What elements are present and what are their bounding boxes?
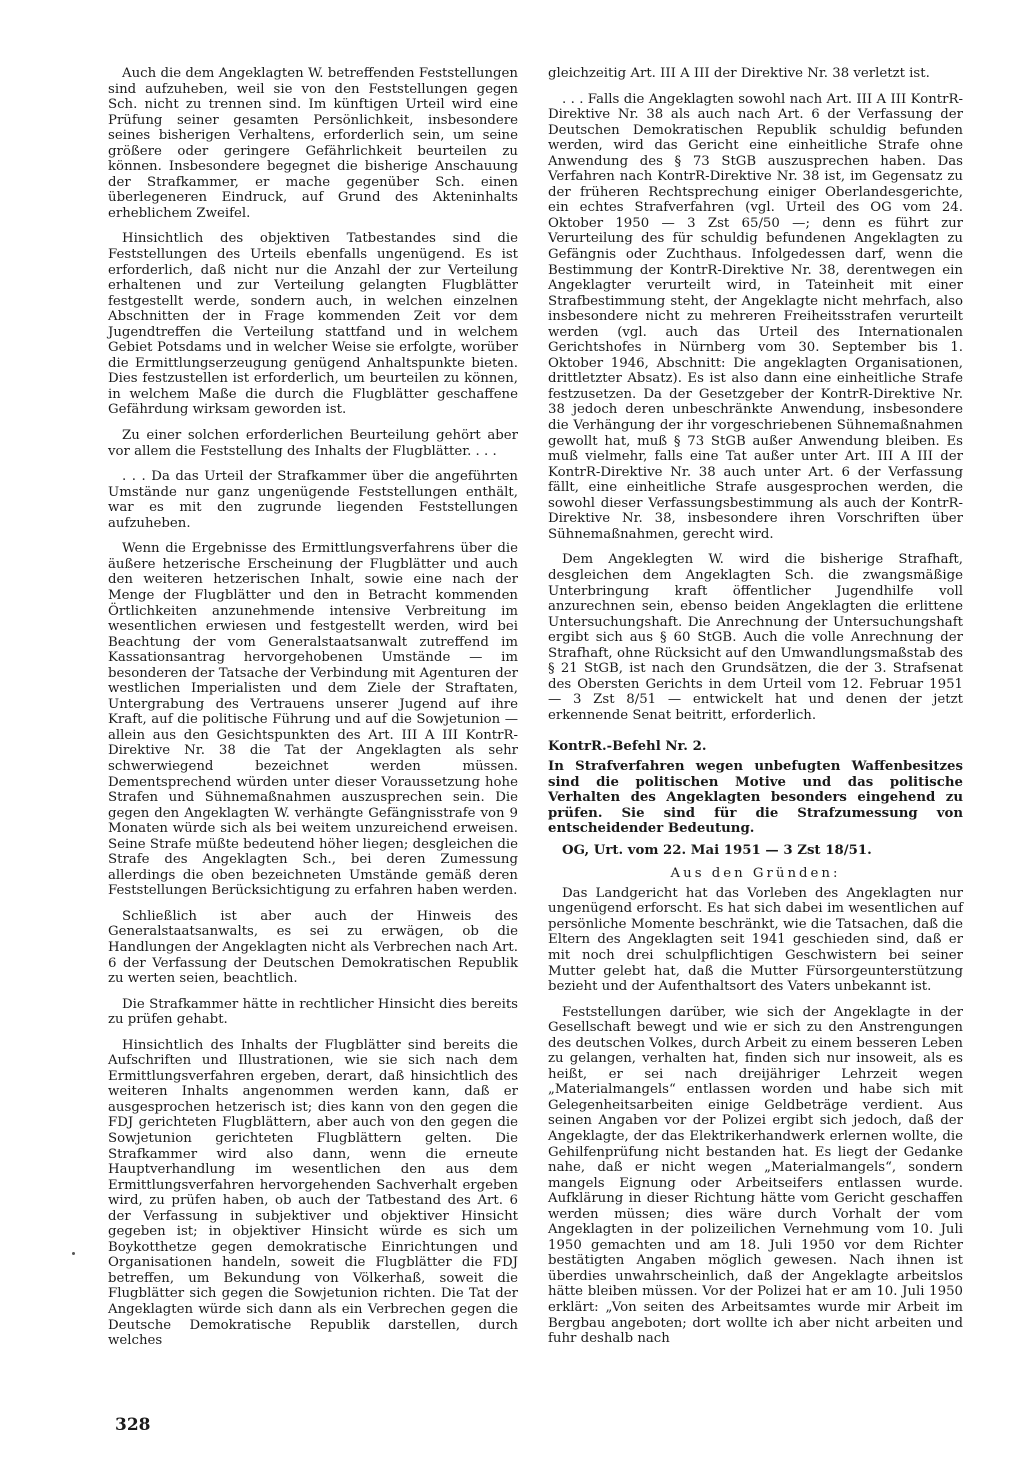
ruling-heading: KontrR.-Befehl Nr. 2. [548, 739, 707, 755]
paragraph: Die Strafkammer hätte in rechtlicher Hinsicht dies bereits zu prüfen gehabt. [108, 996, 518, 1028]
paragraph-continuation: gleichzeitig Art. III A III der Direktive Nr. 38 verletzt ist. [548, 66, 930, 81]
paragraph: Hinsichtlich des Inhalts der Flugblätter sind bereits die Aufschriften und Illustrationen, wie sie sich nach dem Ermittlungsverfahren ergeben, derart, daß hinsichtlich des weiteren Inhalts angenommen werden kann, daß er ausgesprochen hetzerisch ist; dies kann von den gegen die FDJ gerichteten Flugblättern, aber auch von den gegen die Sowjetunion gerichteten Flugblättern gelten. Die Strafkammer wird also dann, wenn die erneute Hauptverhandlung im wesentlichen den aus dem Ermittlungsverfahren hervorgehenden Sachverhalt ergeben wird, zu prüfen haben, ob auch der Tatbestand des Art. 6 der Verfassung in subjektiver und objektiver Hinsicht gegeben ist; in objektiver Hinsicht würde es sich um Boykotthetze gegen demokratische Einrichtungen und Organisationen handeln, soweit die Flugblätter die FDJ betreffen, um Bekundung von Völkerhaß, soweit die Flugblätter sich gegen die Sowjetunion richten. Die Tat der Angeklagten würde sich dann als ein Verbrechen gegen die Deutsche Demokratische Republik darstellen, durch welches [108, 1037, 518, 1349]
paragraph: Hinsichtlich des objektiven Tatbestandes sind die Feststellungen des Urteils ebenfalls ungenügend. Es ist erforderlich, daß nicht nur die Anzahl der zur Verteilung erhaltenen und zur Verteilung gelangten Flugblätter festgestellt werde, sondern auch, in welchen einzelnen Abschnitten der in Frage kommenden Zeit vor dem Jugendtreffen die Verteilung stattfand und in welchem Gebiet Potsdams und in welcher Weise sie erfolgte, worüber die Ermittlungserzeugung genügend Anhaltspunkte bieten. Dies festzustellen ist erforderlich, um beurteilen zu können, in welchem Maße die durch die Flugblätter geschaffene Gefährdung wirksam geworden ist. [108, 231, 518, 418]
paragraph: Auch die dem Angeklagten W. betreffenden Feststellungen sind aufzuheben, weil sie von den Feststellungen gegen Sch. nicht zu trennen sind. Im künftigen Urteil wird eine Prüfung seiner gesamten Persönlichkeit, insbesondere seines bisherigen Verhaltens, erforderlich sein, um seine größere oder geringere Gefährlichkeit beurteilen zu können. Insbesondere begegnet die bisherige Anschauung der Strafkammer, er mache gegenüber Sch. einen überlegeneren Eindruck, auf Grund des Akteninhalts erheblichem Zweifel. [108, 66, 518, 221]
section-label: Aus den Gründen: [670, 866, 841, 882]
paragraph: . . . Da das Urteil der Strafkammer über die angeführten Umstände nur ganz ungenügende Feststellungen enthält, war es mit den zugrunde liegenden Feststellungen aufzuheben. [108, 469, 518, 531]
print-speck [72, 1252, 75, 1255]
right-column [548, 66, 963, 1347]
paragraph: Feststellungen darüber, wie sich der Angeklagte in der Gesellschaft bewegt und wie er sich zu den Anstrengungen des deutschen Volkes, durch Arbeit zu einem besseren Leben zu gelangen, verhalten hat, finden sich nur insoweit, als es heißt, er sei nach dreijähriger Lehrzeit wegen „Materialmangels“ entlassen worden und habe sich mit Gelegenheitsarbeiten einige Geldbeträge verdient. Aus seinen Angaben vor der Polizei ergibt sich jedoch, daß der Angeklagte, der das Elektrikerhandwerk erlernen wollte, die Gehilfenprüfung nicht bestanden hat. Es liegt der Gedanke nahe, daß er nicht wegen „Materialmangels“, sondern mangels Eignung oder Arbeitseifers entlassen wurde. Aufklärung in dieser Richtung hätte vom Gericht geschaffen werden müssen; dies wäre durch Vorhalt der vom Angeklagten in der polizeilichen Vernehmung vom 10. Juli 1950 gemachten und am 18. Juli 1950 vor dem Richter bestätigten Angaben möglich gewesen. Nach ihnen ist überdies unwahrscheinlich, daß der Angeklagte arbeitslos hätte bleiben müssen. Vor der Polizei hat er am 10. Juli 1950 erklärt: „Von seiten des Arbeitsamtes wurde mir Arbeit im Bergbau angeboten; dort wollte ich aber nicht arbeiten und fuhr deshalb nach [548, 1004, 963, 1347]
paragraph: Das Landgericht hat das Vorleben des Angeklagten nur ungenügend erforscht. Es hat sich dabei im wesentlichen auf persönliche Momente beschränkt, wie die Tatsachen, daß die Eltern des Angeklagten seit 1941 geschieden sind, daß er mit noch drei schulpflichtigen Geschwistern bei seiner Mutter gelebt hat, daß die Mutter Fürsorgeunterstützung bezieht und der Aufenthaltsort des Vaters unbekannt ist. [548, 885, 963, 995]
left-column [108, 66, 518, 1349]
ruling-headnote: In Strafverfahren wegen unbefugten Waffenbesitzes sind die politischen Motive und das politische Verhalten des Angeklagten besonders eingehend zu prüfen. Sie sind für die Strafzumessung von entscheidender Bedeutung. [548, 758, 963, 837]
ruling-reference: OG, Urt. vom 22. Mai 1951 — 3 Zst 18/51. [562, 842, 872, 858]
paragraph: Zu einer solchen erforderlichen Beurteilung gehört aber vor allem die Feststellung des Inhalts der Flugblätter. . . . [108, 428, 518, 459]
paragraph: Schließlich ist aber auch der Hinweis des Generalstaatsanwalts, es sei zu erwägen, ob die Handlungen der Angeklagten nicht als Verbrechen nach Art. 6 der Verfassung der Deutschen Demokratischen Republik zu werten seien, beachtlich. [108, 908, 518, 987]
paragraph: Dem Angeklegten W. wird die bisherige Strafhaft, desgleichen dem Angeklagten Sch. die zwangsmäßige Unterbringung kraft öffentlicher Jugendhilfe voll anzurechnen sein, ebenso beiden Angeklagten die erlittene Untersuchungshaft. Die Anrechnung der Untersuchungshaft ergibt sich aus § 60 StGB. Auch die volle Anrechnung der Strafhaft, ohne Rücksicht auf den Umwandlungsmaßstab des § 21 StGB, ist nach den Grundsätzen, die der 3. Strafsenat des Obersten Gerichts in dem Urteil vom 12. Februar 1951 — 3 Zst 8/51 — entwickelt hat und denen der jetzt erkennende Senat beitritt, erforderlich. [548, 552, 963, 723]
page-number: 328 [115, 1415, 151, 1435]
paragraph: Wenn die Ergebnisse des Ermittlungsverfahrens über die äußere hetzerische Erscheinung der Flugblätter und auch den weiteren hetzerischen Inhalt, sowie eine nach der Menge der Flugblätter und den in Betracht kommenden Örtlichkeiten anzunehmende intensive Verbreitung im wesentlichen erwiesen und festgestellt werden, wird bei Beachtung der vom Generalstaatsanwalt zutreffend im Kassationsantrag hervorgehobenen Umstände — im besonderen der Tatsache der Verbindung mit Agenturen der westlichen Imperialisten und dem Ziele der Straftaten, Untergrabung des Vertrauens unserer Jugend auf ihre Kraft, auf die politische Führung und auf die Sowjetunion — allein aus den Gesichtspunkten des Art. III A III KontrR-Direktive Nr. 38 die Tat der Angeklagten als sehr schwerwiegend bezeichnet werden müssen. Dementsprechend würden unter dieser Voraussetzung hohe Strafen und Sühnemaßnahmen auszusprechen sein. Die gegen den Angeklagten W. verhängte Gefängnisstrafe von 9 Monaten würde sich als bei weitem unzureichend erweisen. Seine Strafe müßte bedeutend höher liegen; desgleichen die Strafe des Angeklagten Sch., bei deren Zumessung allerdings die oben bezeichneten Umstände gemäß deren Feststellungen Berücksichtigung zu erfahren haben werden. [108, 541, 518, 899]
paragraph: . . . Falls die Angeklagten sowohl nach Art. III A III KontrR-Direktive Nr. 38 als auch nach Art. 6 der Verfassung der Deutschen Demokratischen Republik schuldig befunden werden, wird das Gericht eine einheitliche Strafe ohne Anwendung des § 73 StGB auszusprechen haben. Das Verfahren nach KontrR-Direktive Nr. 38 ist, im Gegensatz zu der früheren Rechtsprechung einiger Oberlandesgerichte, ein echtes Strafverfahren (vgl. Urteil des OG vom 24. Oktober 1950 — 3 Zst 65/50 —; denn es führt zur Verurteilung des für schuldig befundenen Angeklagten zu Gefängnis oder Zuchthaus. Infolgedessen darf, wenn die Bestimmung der KontrR-Direktive Nr. 38, derentwegen ein Angeklagter verurteilt wird, in Tateinheit mit einer Strafbestimmung steht, der Angeklagte nicht mehrfach, also insbesondere nicht zu mehreren Freiheitsstrafen verurteilt werden (vgl. auch das Urteil des Internationalen Gerichtshofes in Nürnberg vom 30. September bis 1. Oktober 1946, Abschnitt: Die angeklagten Organisationen, drittletzter Absatz). Es ist also dann eine einheitliche Strafe festzusetzen. Da der Gesetzgeber der KontrR-Direktive Nr. 38 jedoch deren unbeschränkte Anwendung, insbesondere die Verhängung der ihr vorgeschriebenen Sühnemaßnahmen gewollt hat, muß § 73 StGB außer Anwendung bleiben. Es muß vielmehr, falls eine Tat außer unter Art. III A III der KontrR-Direktive Nr. 38 auch unter Art. 6 der Verfassung fällt, eine einheitliche Strafe ausgesprochen werden, die sowohl dieser Verfassungsbestimmung als auch der KontrR-Direktive Nr. 38, insbesondere ihren Vorschriften über Sühnemaßnahmen, gerecht wird. [548, 91, 963, 542]
